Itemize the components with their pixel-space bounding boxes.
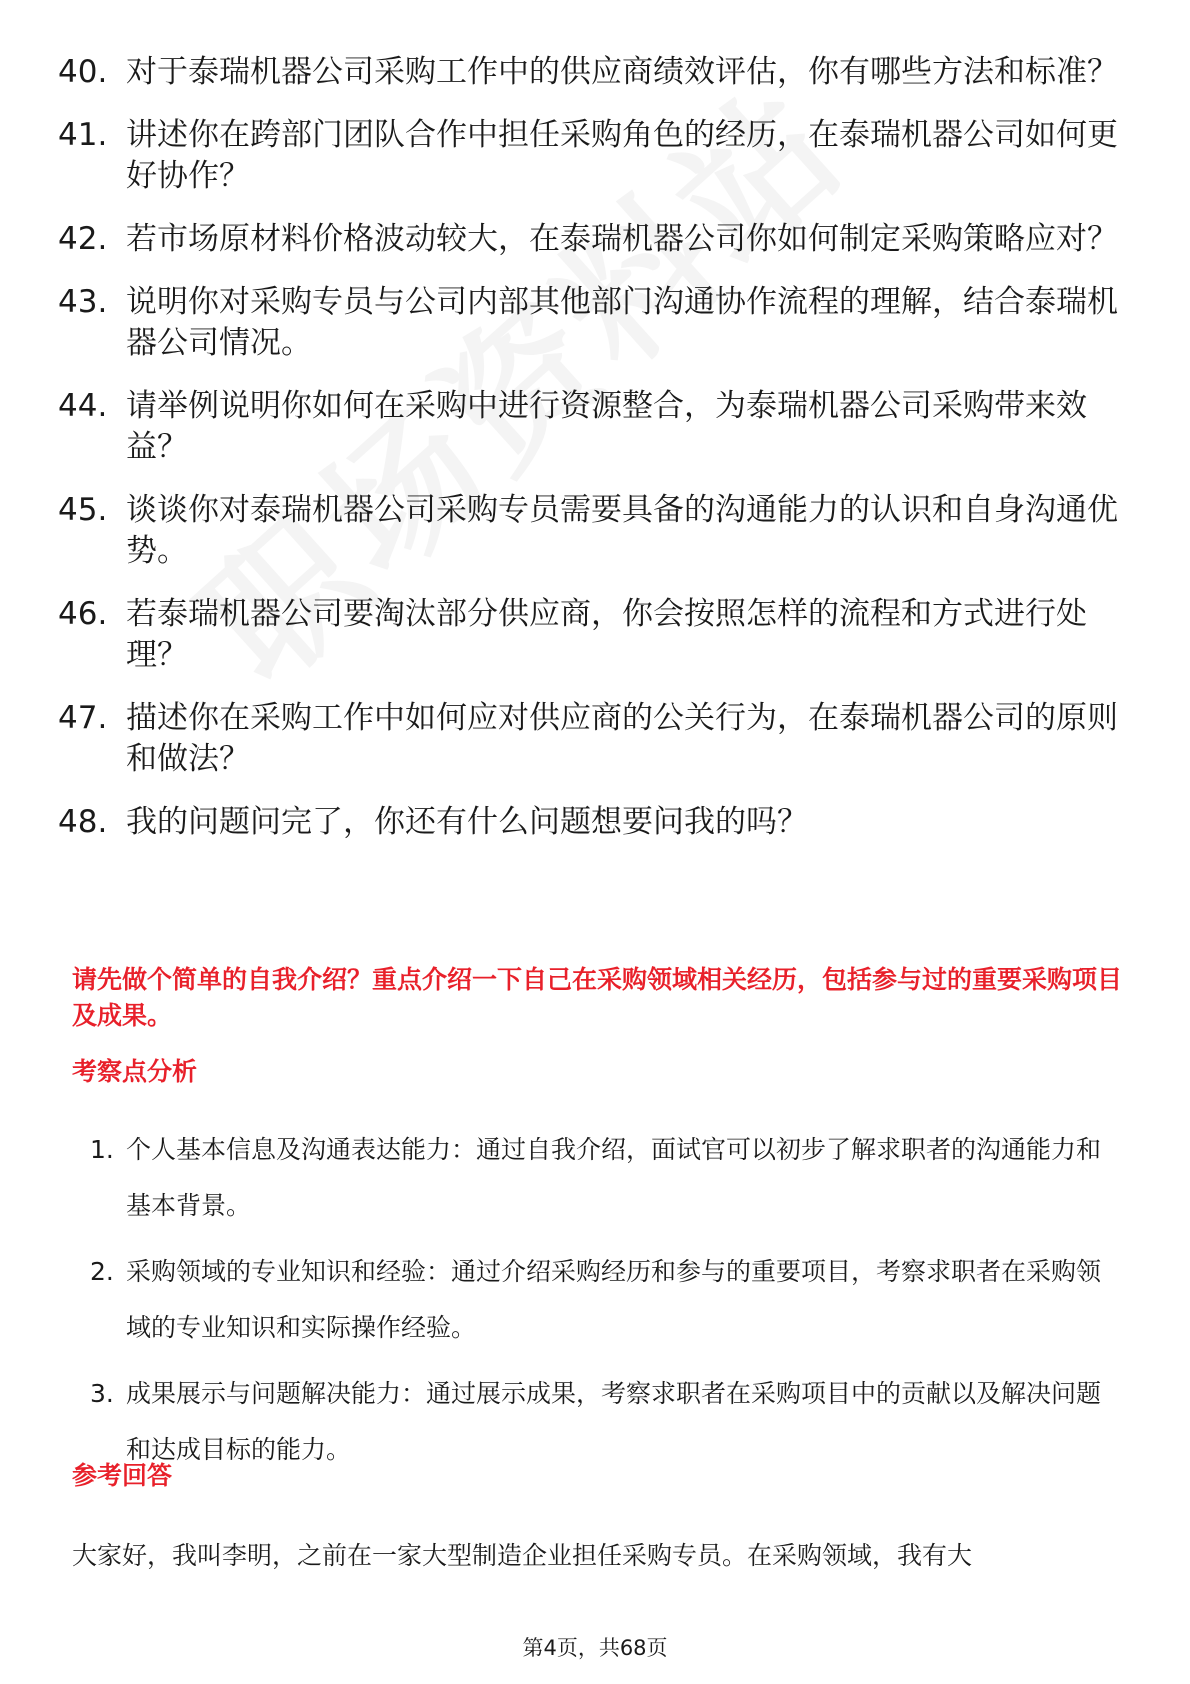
question-item <box>58 802 1118 843</box>
question-item <box>58 219 1118 260</box>
question-number: 48. <box>58 804 108 840</box>
question-list <box>58 52 1118 865</box>
page-footer: 第4页，共68页 <box>522 1636 668 1660</box>
question-text: 说明你对采购专员与公司内部其他部门沟通协作流程的理解，结合泰瑞机器公司情况。 <box>126 284 1118 361</box>
question-item <box>58 698 1118 780</box>
question-number: 40. <box>58 54 108 90</box>
analysis-list <box>90 1122 1120 1488</box>
question-number: 47. <box>58 700 108 736</box>
question-item <box>58 52 1118 93</box>
reference-answer-text: 大家好，我叫李明，之前在一家大型制造企业担任采购专员。在采购领域，我有大 <box>72 1541 973 1570</box>
question-number: 41. <box>58 117 108 153</box>
highlighted-question: 请先做个简单的自我介绍？重点介绍一下自己在采购领域相关经历，包括参与过的重要采购项目及成果。 <box>72 965 1123 1030</box>
analysis-text: 成果展示与问题解决能力：通过展示成果，考察求职者在采购项目中的贡献以及解决问题和达成目标的能力。 <box>126 1379 1102 1464</box>
question-text: 谈谈你对泰瑞机器公司采购专员需要具备的沟通能力的认识和自身沟通优势。 <box>126 492 1118 569</box>
question-text: 对于泰瑞机器公司采购工作中的供应商绩效评估，你有哪些方法和标准？ <box>126 54 1118 90</box>
question-number: 42. <box>58 221 108 257</box>
question-item <box>58 386 1118 468</box>
question-item <box>58 282 1118 364</box>
analysis-number: 2. <box>90 1257 114 1286</box>
question-text: 若泰瑞机器公司要淘汰部分供应商，你会按照怎样的流程和方式进行处理？ <box>126 596 1087 673</box>
analysis-heading: 考察点分析 <box>72 1057 198 1086</box>
question-text: 我的问题问完了，你还有什么问题想要问我的吗？ <box>126 804 808 840</box>
question-number: 45. <box>58 492 108 528</box>
question-item <box>58 115 1118 197</box>
question-item <box>58 594 1118 676</box>
analysis-item <box>90 1366 1120 1478</box>
question-text: 描述你在采购工作中如何应对供应商的公关行为，在泰瑞机器公司的原则和做法？ <box>126 700 1118 777</box>
question-number: 46. <box>58 596 108 632</box>
analysis-number: 3. <box>90 1379 114 1408</box>
question-number: 44. <box>58 388 108 424</box>
analysis-item <box>90 1122 1120 1234</box>
question-text: 若市场原材料价格波动较大，在泰瑞机器公司你如何制定采购策略应对？ <box>126 221 1118 257</box>
question-text: 讲述你在跨部门团队合作中担任采购角色的经历，在泰瑞机器公司如何更好协作？ <box>126 117 1118 194</box>
analysis-text: 个人基本信息及沟通表达能力：通过自我介绍，面试官可以初步了解求职者的沟通能力和基本背景。 <box>126 1135 1102 1220</box>
question-text: 请举例说明你如何在采购中进行资源整合，为泰瑞机器公司采购带来效益？ <box>126 388 1087 465</box>
question-item <box>58 490 1118 572</box>
question-number: 43. <box>58 284 108 320</box>
analysis-number: 1. <box>90 1135 114 1164</box>
reference-heading: 参考回答 <box>72 1461 173 1490</box>
analysis-item <box>90 1244 1120 1356</box>
analysis-text: 采购领域的专业知识和经验：通过介绍采购经历和参与的重要项目，考察求职者在采购领域的专业知识和实际操作经验。 <box>126 1257 1102 1342</box>
